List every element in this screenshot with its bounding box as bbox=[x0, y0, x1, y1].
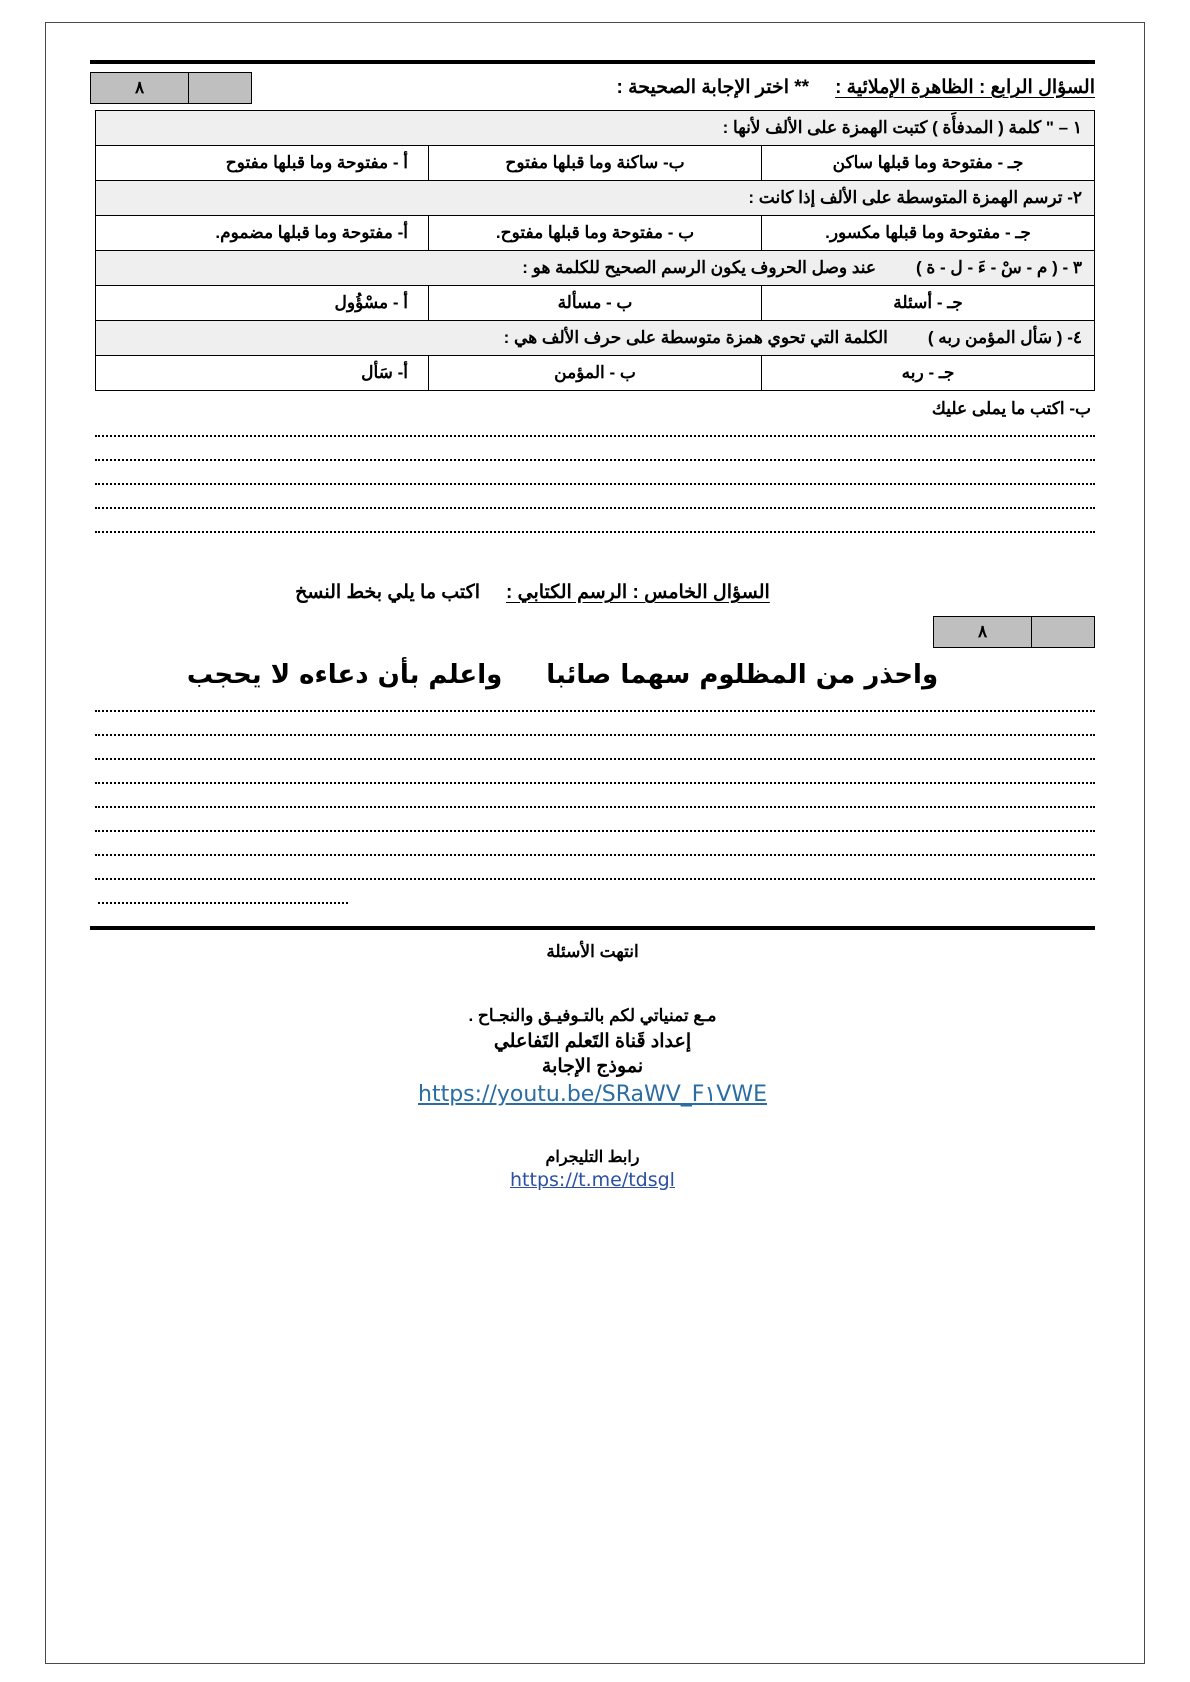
option-3-c[interactable]: جـ - أسئلة bbox=[762, 286, 1095, 321]
question5-marks-wrap bbox=[90, 616, 1095, 648]
top-divider bbox=[90, 60, 1095, 64]
question-stem-3 bbox=[96, 251, 1095, 286]
answer-line[interactable] bbox=[95, 483, 1095, 485]
bottom-divider bbox=[90, 926, 1095, 930]
answer-line[interactable] bbox=[98, 902, 348, 904]
option-3-a[interactable]: أ - مسْؤُول bbox=[96, 286, 429, 321]
question5-header bbox=[90, 581, 1095, 604]
answer-line[interactable] bbox=[95, 507, 1095, 509]
table-row bbox=[96, 146, 1095, 181]
answer-line[interactable] bbox=[95, 806, 1095, 808]
question4-title: السؤال الرابع : الظاهرة الإملائية : bbox=[835, 77, 1095, 98]
end-of-questions-text: انتهت الأسئلة bbox=[546, 942, 639, 961]
question-stem-4 bbox=[96, 321, 1095, 356]
option-3-b[interactable]: ب - مسألة bbox=[429, 286, 762, 321]
naskh-answer-lines[interactable] bbox=[90, 710, 1095, 904]
footer-prepared-by: إعداد قَناة التَعلم التَفاعلي bbox=[493, 1031, 692, 1052]
question-stem-4-tail: الكلمة التي تحوي همزة متوسطة على حرف الألف هي : bbox=[503, 328, 888, 348]
marks-blank-cell[interactable] bbox=[188, 73, 251, 103]
table-row bbox=[96, 111, 1095, 146]
question5-header-row bbox=[90, 581, 1095, 604]
table-row bbox=[96, 216, 1095, 251]
option-2-b[interactable]: ب - مفتوحة وما قبلها مفتوح. bbox=[429, 216, 762, 251]
answer-line[interactable] bbox=[95, 782, 1095, 784]
answer-line[interactable] bbox=[95, 710, 1095, 712]
option-1-c[interactable]: جـ - مفتوحة وما قبلها ساكن bbox=[762, 146, 1095, 181]
answer-line[interactable] bbox=[95, 854, 1095, 856]
answer-line[interactable] bbox=[95, 459, 1095, 461]
question4-instruction: ** اختر الإجابة الصحيحة : bbox=[616, 77, 810, 98]
footer-model-answer: نموذج الإجابة bbox=[541, 1056, 644, 1077]
question5-marks-box bbox=[933, 616, 1095, 648]
footer-wish: مـع تمنياتي لكم بالتـوفيـق والنجـاح . bbox=[468, 1006, 717, 1025]
question4-header bbox=[616, 72, 1095, 99]
naskh-part2: واعلم بأن دعاءه لا يحجب bbox=[186, 660, 503, 690]
answer-line[interactable] bbox=[95, 758, 1095, 760]
question5-instruction: اكتب ما يلي بخط النسخ bbox=[295, 582, 480, 603]
answer-line[interactable] bbox=[95, 830, 1095, 832]
answer-line[interactable] bbox=[95, 734, 1095, 736]
table-row bbox=[96, 321, 1095, 356]
option-1-b[interactable]: ب- ساكنة وما قبلها مفتوح bbox=[429, 146, 762, 181]
question5-title: السؤال الخامس : الرسم الكتابي : bbox=[506, 582, 770, 603]
question4-marks-box bbox=[90, 72, 252, 104]
youtube-link[interactable]: https://youtu.be/SRaWV_F١VWE bbox=[418, 1082, 767, 1107]
option-2-a[interactable]: أ- مفتوحة وما قبلها مضموم. bbox=[96, 216, 429, 251]
answer-line[interactable] bbox=[95, 531, 1095, 533]
option-4-c[interactable]: جـ - ربه bbox=[762, 356, 1095, 391]
option-1-a[interactable]: أ - مفتوحة وما قبلها مفتوح bbox=[96, 146, 429, 181]
marks-blank-cell[interactable] bbox=[1031, 617, 1094, 647]
telegram-label: رابط التليجرام bbox=[545, 1149, 640, 1166]
footer bbox=[90, 1006, 1095, 1191]
naskh-sentence bbox=[150, 660, 975, 690]
question-stem-3-tail: عند وصل الحروف يكون الرسم الصحيح للكلمة هو : bbox=[522, 258, 877, 278]
table-row bbox=[96, 356, 1095, 391]
table-row bbox=[96, 181, 1095, 216]
marks-value: ٨ bbox=[977, 622, 988, 641]
option-2-c[interactable]: جـ - مفتوحة وما قبلها مكسور. bbox=[762, 216, 1095, 251]
question-stem-1: ١ – " كلمة ( المدفأَة ) كتبت الهمزة على الألف لأنها : bbox=[96, 111, 1095, 146]
question-stem-3-head: ٣ - ( م - سْ - ءَ - ل - ة ) bbox=[916, 258, 1082, 278]
table-row bbox=[96, 286, 1095, 321]
question-stem-2: ٢- ترسم الهمزة المتوسطة على الألف إذا كانت : bbox=[96, 181, 1095, 216]
naskh-part1: واحذر من المظلوم سهما صائبا bbox=[546, 660, 939, 690]
mcq-table bbox=[95, 110, 1095, 391]
answer-line[interactable] bbox=[95, 435, 1095, 437]
answer-line[interactable] bbox=[95, 878, 1095, 880]
dictation-answer-lines[interactable] bbox=[90, 435, 1095, 533]
question-stem-4-head: ٤- ( سَأل المؤمن ربه ) bbox=[927, 328, 1082, 348]
option-4-b[interactable]: ب - المؤمن bbox=[429, 356, 762, 391]
page-content bbox=[90, 60, 1095, 1191]
telegram-link[interactable]: https://t.me/tdsgl bbox=[510, 1169, 675, 1191]
dictation-label: ب- اكتب ما يملى عليك bbox=[931, 399, 1091, 418]
option-4-a[interactable]: أ- سَأل bbox=[96, 356, 429, 391]
question4-header-row bbox=[90, 72, 1095, 104]
table-row bbox=[96, 251, 1095, 286]
marks-value: ٨ bbox=[134, 78, 145, 97]
